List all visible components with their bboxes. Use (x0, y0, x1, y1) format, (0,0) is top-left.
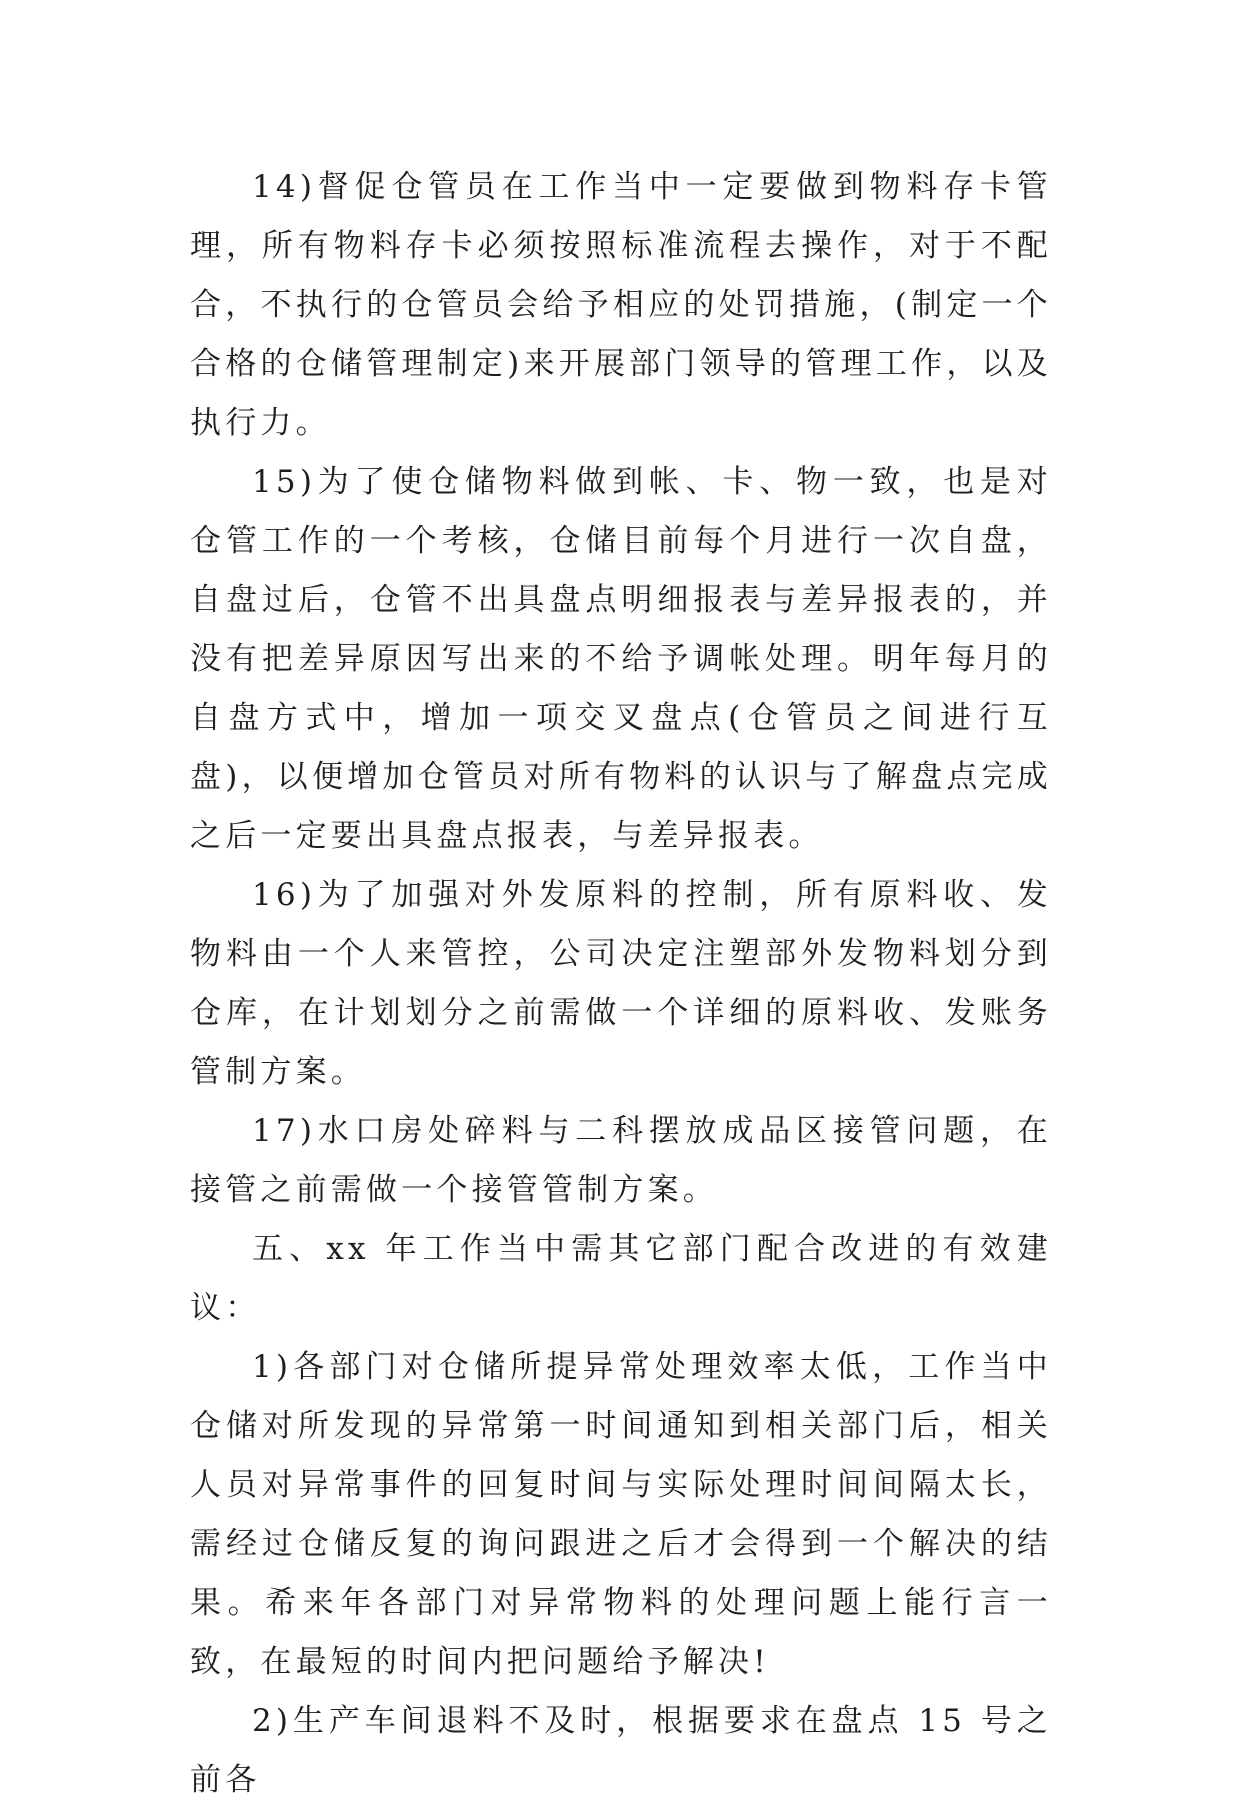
paragraph-item-15: 15)为了使仓储物料做到帐、卡、物一致，也是对仓管工作的一个考核，仓储目前每个月进行一次自盘，自盘过后，仓管不出具盘点明细报表与差异报表的，并没有把差异原因写出来的不给予调帐处理。明年每月的自盘方式中，增加一项交叉盘点(仓管员之间进行互盘)，以便增加仓管员对所有物料的认识与了解盘点完成之后一定要出具盘点报表，与差异报表。 (190, 464, 1052, 854)
paragraph-item-14: 14)督促仓管员在工作当中一定要做到物料存卡管理，所有物料存卡必须按照标准流程去操作，对于不配合，不执行的仓管员会给予相应的处罚措施，(制定一个合格的仓储管理制定)来开展部门领导的管理工作，以及执行力。 (190, 169, 1052, 441)
suggestion-item-1: 1)各部门对仓储所提异常处理效率太低，工作当中仓储对所发现的异常第一时间通知到相关部门后，相关人员对异常事件的回复时间与实际处理时间间隔太长，需经过仓储反复的询问跟进之后才会得到一个解决的结果。希来年各部门对异常物料的处理问题上能行言一致，在最短的时间内把问题给予解决! (190, 1349, 1052, 1680)
paragraph-item-16: 16)为了加强对外发原料的控制，所有原料收、发物料由一个人来管控，公司决定注塑部外发物料划分到仓库，在计划划分之前需做一个详细的原料收、发账务管制方案。 (190, 877, 1052, 1090)
suggestion-item-2: 2)生产车间退料不及时，根据要求在盘点 15 号之前各 (190, 1703, 1052, 1798)
document-body (190, 158, 1052, 1810)
section-heading-five: 五、xx 年工作当中需其它部门配合改进的有效建议： (190, 1231, 1052, 1326)
paragraph-item-17: 17)水口房处碎料与二科摆放成品区接管问题，在接管之前需做一个接管管制方案。 (190, 1113, 1052, 1208)
